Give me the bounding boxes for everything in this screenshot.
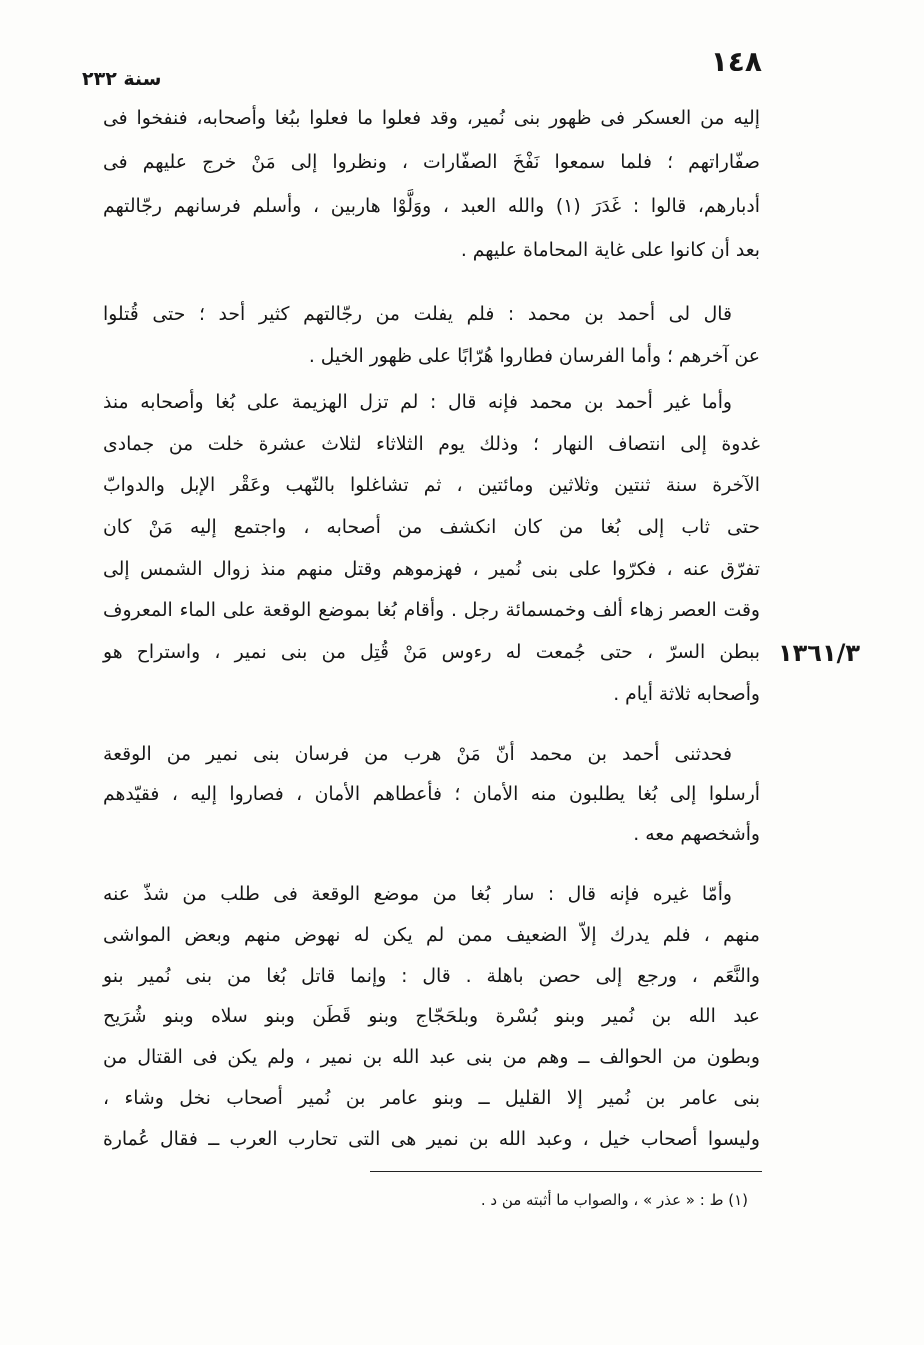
- text-line: إليه من العسكر فى ظهور بنى نُمير، وقد فعلوا ما فعلوا ببُغا وأصحابه، فنفخوا فى: [103, 108, 760, 129]
- text-line: والنَّعَم ، ورجع إلى حصن باهلة . قال : وإنما قاتل بُغا من بنى نُمير بنو: [103, 965, 760, 987]
- page-number: ١٤٨: [710, 45, 762, 78]
- paragraph: [103, 875, 760, 1161]
- text-line: عن آخرهم ؛ وأما الفرسان فطاروا هُرّابًا على ظهور الخيل .: [308, 346, 760, 367]
- text-line: ببطن السرّ ، حتى جُمعت له رءوس مَنْ قُتِل من بنى نمير ، واستراح هو: [103, 642, 760, 664]
- margin-reference: ١٣٦١/٣: [778, 639, 861, 667]
- text-line: بنى عامر بن نُمير إلا القليل ــ وبنو عامر بن نُمير أصحاب نخل وشاء ،: [103, 1087, 760, 1109]
- text-line: الآخرة سنة ثنتين وثلاثين ومائتين ، ثم تشاغلوا بالنّهب وعَقْر الإبل والدوابّ: [103, 475, 760, 497]
- paragraph: [103, 735, 760, 855]
- text-line: تفرّق عنه ، فكرّوا على بنى نُمير ، فهزموهم وقتل منهم منذ زوال الشمس إلى: [103, 558, 760, 580]
- footnote-divider: [370, 1171, 762, 1172]
- text-line: قال لى أحمد بن محمد : فلم يفلت من رجّالتهم كثير أحد ؛ حتى قُتلوا: [103, 304, 732, 325]
- text-line: غدوة إلى انتصاف النهار ؛ وذلك يوم الثلاثاء لثلاث عشرة خلت من جمادى: [103, 433, 760, 455]
- text-line: حتى ثاب إلى بُغا من كان انكشف من أصحابه ، واجتمع إليه مَنْ كان: [103, 517, 760, 539]
- paragraph: [103, 97, 760, 273]
- text-line: وأشخصهم معه .: [633, 824, 760, 845]
- text-line: وليسوا أصحاب خيل ، وعبد الله بن نمير هى التى تحارب العرب ــ فقال عُمارة: [103, 1128, 760, 1150]
- text-line: بعد أن كانوا على غاية المحاماة عليهم .: [460, 240, 760, 261]
- text-line: وأما غير أحمد بن محمد فإنه قال : لم تزل الهزيمة على بُغا وأصحابه منذ: [103, 392, 732, 413]
- paragraph: [103, 294, 760, 378]
- text-line: وأمّا غيره فإنه قال : سار بُغا من موضع الوقعة فى طلب من شذّ عنه: [103, 884, 732, 905]
- running-head-year: سنة ٢٣٢: [82, 68, 162, 90]
- text-line: أرسلوا إلى بُغا يطلبون منه الأمان ؛ فأعطاهم الأمان ، فصاروا إليه ، فقيّدهم: [103, 784, 760, 805]
- text-line: وقت العصر زهاء ألف وخمسمائة رجل . وأقام بُغا بموضع الوقعة على الماء المعروف: [103, 600, 760, 622]
- text-line: وأصحابه ثلاثة أيام .: [613, 683, 760, 705]
- footnote: (١) ط : « عذر » ، والصواب ما أثبته من د .: [480, 1191, 748, 1209]
- text-line: وبطون من الحوالف ــ وهم من بنى عبد الله بن نمير ، ولم يكن فى القتال من: [103, 1047, 760, 1069]
- text-line: عبد الله بن نُمير وبنو بُسْرة وبلحَجّاج وبنو قَطَن وبنو سلاه وبنو شُرَيح: [103, 1006, 760, 1028]
- text-line: فحدثنى أحمد بن محمد أنّ مَنْ هرب من فرسان بنى نمير من الوقعة: [103, 744, 732, 765]
- paragraph: [103, 382, 760, 716]
- text-line: منهم ، فلم يدرك إلاّ الضعيف ممن لم يكن له نهوض منهم وبعض المواشى: [103, 924, 760, 946]
- text-line: أدبارهم، قالوا : غَدَرَ (١) والله العبد ، ووَلَّوْا هاربين ، وأسلم فرسانهم رجّالتهم: [103, 196, 760, 217]
- text-line: صفّاراتهم ؛ فلما سمعوا نَفْخَ الصفّارات ، ونظروا إلى مَنْ خرج عليهم فى: [103, 152, 760, 173]
